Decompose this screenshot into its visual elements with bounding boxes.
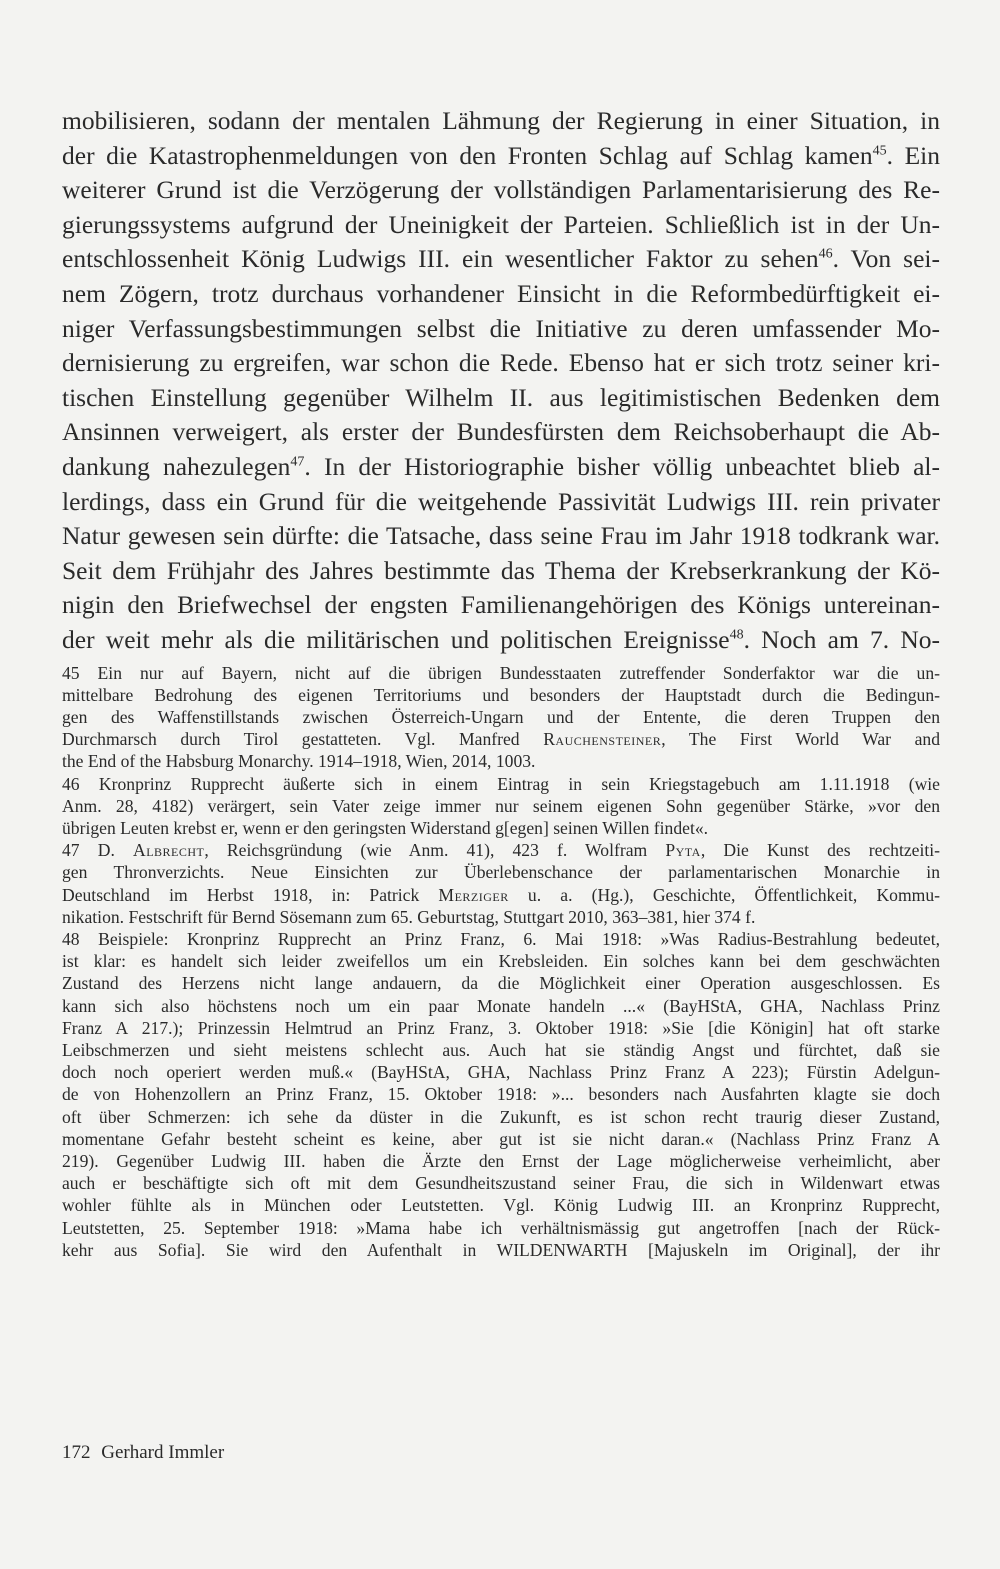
main-line-7: niger Verfassungsbestimmungen selbst die Initiative zu deren umfassender Mo- — [62, 313, 940, 343]
main-text — [62, 104, 940, 658]
footnote-48-line-5: Franz A 217.); Prinzessin Helmtrud an Prinz Franz, 3. Oktober 1918: »Sie [die Königin] hat oft starke — [62, 1017, 940, 1038]
main-line-3: weiterer Grund ist die Verzögerung der vollständigen Parlamentarisierung des Re- — [62, 175, 940, 205]
main-line-11-tail: . In der Historiographie bisher völlig unbeachtet blieb al- — [304, 451, 940, 481]
main-line-2 — [62, 139, 940, 174]
running-author: Gerhard Immler — [101, 1442, 225, 1463]
footnote-48-line-12: auch er beschäftigte sich oft mit dem Gesundheitszustand seiner Frau, die sich in Wildenwart etwas — [62, 1173, 940, 1194]
footnote-ref-46: 46 — [818, 246, 833, 262]
main-line-2-tail: . Ein — [886, 140, 940, 170]
footnote-47-mid-3: u. a. (Hg.), Geschichte, Öffentlichkeit, Kommu- — [508, 884, 940, 905]
footnote-47-line-2: gen Thronverzichts. Neue Einsichten zur Überlebenschance der parlamentarischen Monarchie in — [62, 862, 940, 883]
footnote-48-line-3: Zustand des Herzens nicht lange andauern, da die Möglichkeit einer Operation ausgeschlossen. Es — [62, 973, 940, 994]
footnote-45-line-4 — [62, 728, 940, 750]
footnote-48-line-7: doch noch operiert werden muß.« (BayHStA, GHA, Nachlass Prinz Franz A 223); Fürstin Adelgun- — [62, 1062, 940, 1083]
main-line-16-tail: . Noch am 7. No- — [743, 624, 940, 654]
footnote-48-line-6: Leibschmerzen und sieht meistens schlecht aus. Auch hat sie ständig Angst und fürchtet, daß sie — [62, 1039, 940, 1060]
page-number: 172 — [62, 1442, 91, 1463]
footnote-48-line-10: momentane Gefahr besteht scheint es keine, aber gut ist sie nicht daran.« (Nachlass Prinz Franz A — [62, 1128, 940, 1149]
footnote-48-line-8: de von Hohenzollern an Prinz Franz, 15. Oktober 1918: »... besonders nach Ausfahrten klagte sie doch — [62, 1084, 940, 1105]
footnote-46-line-1: 46 Kronprinz Rupprecht äußerte sich in einem Eintrag in sein Kriegstagebuch am 1.11.1918 (wie — [62, 773, 940, 794]
footnote-47-mid-2: , Die Kunst des rechtzeiti- — [700, 840, 940, 861]
main-line-1: mobilisieren, sodann der mentalen Lähmung der Regierung in einer Situation, in — [62, 106, 940, 135]
footnote-45-line-3: gen des Waffenstillstands zwischen Österreich-Ungarn und der Entente, die deren Truppen den — [62, 706, 940, 727]
footnote-46-line-2: Anm. 28, 4182) verärgert, sein Vater zeige immer nur seinem eigenen Sohn gegenüber Stärke, »vor den — [62, 795, 940, 816]
footnote-48-line-14: Leutstetten, 25. September 1918: »Mama habe ich verhältnismässig gut angetroffen [nach der Rück- — [62, 1217, 940, 1238]
author-albrecht: Albrecht — [132, 840, 205, 861]
main-line-6: nem Zögern, trotz durchaus vorhandener Einsicht in die Reformbedürftigkeit ei- — [62, 278, 940, 308]
footnote-47-prefix: 47 D. — [62, 840, 133, 861]
footnote-47-mid-1: , Reichsgründung (wie Anm. 41), 423 f. Wolfram — [204, 840, 666, 861]
footnote-48-line-1: 48 Beispiele: Kronprinz Rupprecht an Prinz Franz, 6. Mai 1918: »Was Radius-Bestrahlung bedeutet, — [62, 928, 940, 949]
page-footer — [62, 1441, 224, 1465]
footnote-48-line-13: wohler fühlte als in München oder Leutstetten. Vgl. König Ludwig III. an Kronprinz Rupprecht, — [62, 1195, 940, 1216]
footnote-48-line-15: kehr aus Sofia]. Sie wird den Aufenthalt in WILDENWARTH [Majuskeln im Original], der ihr — [62, 1239, 940, 1260]
main-line-9: tischen Einstellung gegenüber Wilhelm II. aus legitimistischen Bedenken dem — [62, 382, 940, 412]
author-rauchensteiner: Rauchensteiner — [543, 729, 662, 750]
footnote-48-line-11: 219). Gegenüber Ludwig III. haben die Ärzte den Ernst der Lage möglicherweise verheimlicht, aber — [62, 1150, 940, 1171]
main-line-11-text: dankung nahezulegen — [62, 451, 291, 481]
main-line-4: gierungssystems aufgrund der Uneinigkeit der Parteien. Schließlich ist in der Un- — [62, 209, 940, 239]
main-line-16 — [62, 623, 940, 658]
main-line-13: Natur gewesen sein dürfte: die Tatsache, dass seine Frau im Jahr 1918 todkrank war. — [62, 521, 940, 551]
footnote-47-line-3-text: Deutschland im Herbst 1918, in: Patrick — [62, 884, 439, 905]
main-line-10: Ansinnen verweigert, als erster der Bundesfürsten dem Reichsoberhaupt die Ab- — [62, 417, 940, 447]
main-line-16-text: der weit mehr als die militärischen und politischen Ereignisse — [62, 624, 730, 654]
main-line-5 — [62, 242, 940, 277]
main-line-2-text: der die Katastrophenmeldungen von den Fronten Schlag auf Schlag kamen — [62, 140, 873, 170]
footnote-48-line-2: ist klar: es handelt sich leider zweifellos um ein Krebsleiden. Ein solches kann bei dem geschwächten — [62, 951, 940, 972]
main-line-14: Seit dem Frühjahr des Jahres bestimmte das Thema der Krebserkrankung der Kö- — [62, 555, 940, 585]
footnote-47-line-4: nikation. Festschrift für Bernd Sösemann zum 65. Geburtstag, Stuttgart 2010, 363–381, hier 374 f. — [62, 906, 756, 927]
footnote-48-line-4: kann sich also höchstens noch um ein paar Monate handeln ...« (BayHStA, GHA, Nachlass Prinz — [62, 995, 940, 1016]
main-line-8: dernisierung zu ergreifen, war schon die Rede. Ebenso hat er sich trotz seiner kri- — [62, 348, 940, 378]
footnote-46-line-3: übrigen Leuten krebst er, wenn er den geringsten Widerstand g[egen] seinen Willen findet«. — [62, 817, 709, 838]
footnote-45-line-4-text: Durchmarsch durch Tirol gestatteten. Vgl. Manfred — [62, 729, 544, 750]
footnote-47-line-1 — [62, 839, 940, 861]
main-line-15: nigin den Briefwechsel der engsten Familienangehörigen des Königs untereinan- — [62, 590, 940, 620]
footnote-48-line-9: oft über Schmerzen: ich sehe da düster in die Zukunft, es ist schon recht traurig dieser Zustand, — [62, 1106, 940, 1127]
main-line-12: lerdings, dass ein Grund für die weitgehende Passivität Ludwigs III. rein privater — [62, 486, 940, 516]
footnote-ref-48: 48 — [729, 627, 744, 643]
footnote-45-line-5: the End of the Habsburg Monarchy. 1914–1918, Wien, 2014, 1003. — [62, 751, 536, 772]
footnote-45-line-2: mittelbare Bedrohung des eigenen Territoriums und besonders der Hauptstadt durch die Bedingun- — [62, 684, 940, 705]
footnote-ref-45: 45 — [872, 143, 887, 159]
main-line-11 — [62, 450, 940, 485]
footnote-45-line-1: 45 Ein nur auf Bayern, nicht auf die übrigen Bundesstaaten zutreffender Sonderfaktor war die un- — [62, 662, 940, 683]
main-line-5-tail: . Von sei- — [832, 244, 940, 274]
footnote-45-line-4-tail: , The First World War and — [661, 729, 940, 750]
author-pyta: Pyta — [665, 840, 701, 861]
footnote-47-line-3 — [62, 884, 940, 906]
main-line-5-text: entschlossenheit König Ludwigs III. ein wesentlicher Faktor zu sehen — [62, 244, 819, 274]
footnote-ref-47: 47 — [290, 454, 305, 470]
page-body — [62, 104, 940, 1261]
author-merziger: Merziger — [438, 884, 509, 905]
footnotes — [62, 662, 940, 1261]
